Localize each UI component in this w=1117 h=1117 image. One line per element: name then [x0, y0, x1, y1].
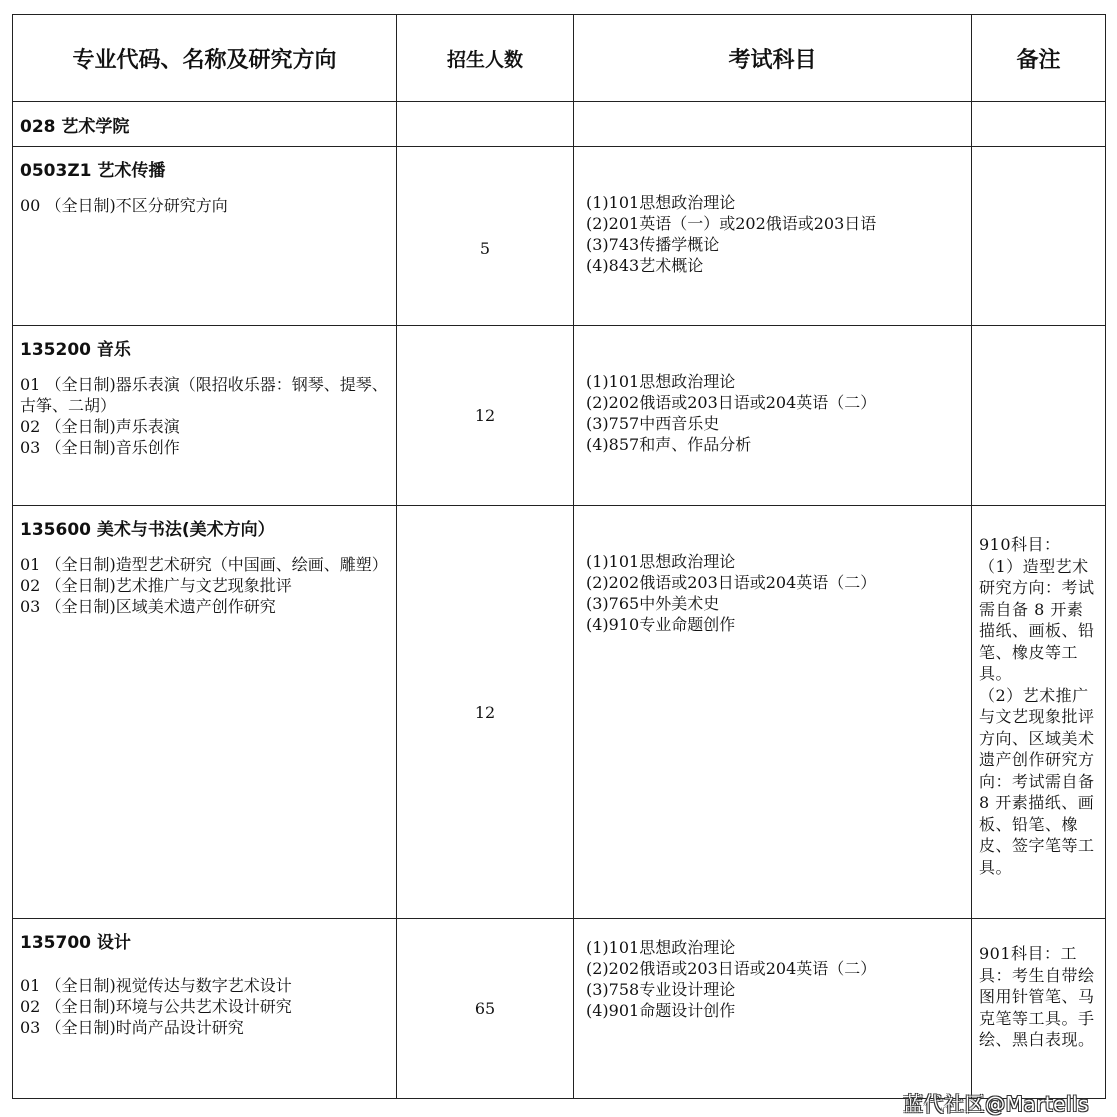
subject-item: (4)901命题设计创作	[586, 1001, 736, 1020]
subject-item: (1)101思想政治理论	[586, 552, 736, 571]
major-title: 135600 美术与书法(美术方向）	[20, 520, 275, 540]
note-cell	[972, 919, 1106, 1099]
direction-item: 03 （全日制)音乐创作	[20, 438, 180, 457]
note-cell	[972, 506, 1106, 919]
header-major: 专业代码、名称及研究方向	[13, 15, 397, 102]
direction-item: 00 （全日制)不区分研究方向	[20, 196, 228, 215]
subject-item: (3)743传播学概论	[586, 235, 720, 254]
subject-item: (1)101思想政治理论	[586, 938, 736, 957]
subject-item: (2)201英语（一）或202俄语或203日语	[586, 214, 877, 233]
direction-item: 03 （全日制)时尚产品设计研究	[20, 1018, 244, 1037]
direction-item: 01 （全日制)器乐表演（限招收乐器：钢琴、提琴、古筝、二胡）	[20, 375, 388, 415]
subject-item: (3)757中西音乐史	[586, 414, 720, 433]
subject-item: (1)101思想政治理论	[586, 193, 736, 212]
major-title: 135200 音乐	[20, 340, 131, 360]
enroll-count: 12	[397, 326, 574, 506]
table-row	[13, 326, 1106, 506]
subject-item: (2)202俄语或203日语或204英语（二）	[586, 959, 877, 978]
header-subjects: 考试科目	[574, 15, 972, 102]
major-title: 135700 设计	[20, 933, 131, 953]
header-row	[13, 15, 1106, 102]
school-row	[13, 102, 1106, 147]
subject-item: (4)910专业命题创作	[586, 615, 736, 634]
enroll-count: 12	[397, 506, 574, 919]
note-cell	[972, 147, 1106, 326]
subject-item: (3)758专业设计理论	[586, 980, 736, 999]
table-row	[13, 147, 1106, 326]
watermark: 蓝代社区@Martells	[903, 1092, 1089, 1116]
header-note: 备注	[972, 15, 1106, 102]
enroll-count: 5	[397, 147, 574, 326]
note-line: （1）造型艺术研究方向：考试需自备 8 开素描纸、画板、铅笔、橡皮等工具。	[979, 556, 1095, 683]
subject-item: (2)202俄语或203日语或204英语（二）	[586, 573, 877, 592]
major-title: 0503Z1 艺术传播	[20, 161, 166, 181]
direction-item: 03 （全日制)区域美术遗产创作研究	[20, 597, 276, 616]
direction-item: 01 （全日制)造型艺术研究（中国画、绘画、雕塑）	[20, 555, 388, 574]
direction-item: 02 （全日制)声乐表演	[20, 417, 180, 436]
note-line: 901科目：工具：考生自带绘图用针管笔、马克笔等工具。手绘、黑白表现。	[979, 944, 1095, 1049]
note-line: 910科目：	[979, 535, 1061, 554]
header-count: 招生人数	[397, 15, 574, 102]
enroll-count: 65	[397, 919, 574, 1099]
subject-item: (4)843艺术概论	[586, 256, 704, 275]
table-row	[13, 919, 1106, 1099]
direction-item: 02 （全日制)艺术推广与文艺现象批评	[20, 576, 292, 595]
subject-item: (2)202俄语或203日语或204英语（二）	[586, 393, 877, 412]
subject-item: (4)857和声、作品分析	[586, 435, 752, 454]
note-line: （2）艺术推广与文艺现象批评方向、区域美术遗产创作研究方向：考试需自备 8 开素描纸、画板、铅笔、橡皮、签字笔等工具。	[979, 685, 1095, 877]
admissions-table	[12, 14, 1106, 1099]
table-row	[13, 506, 1106, 919]
direction-item: 01 （全日制)视觉传达与数字艺术设计	[20, 976, 292, 995]
subject-item: (3)765中外美术史	[586, 594, 720, 613]
school-name: 028 艺术学院	[20, 116, 130, 137]
subject-item: (1)101思想政治理论	[586, 372, 736, 391]
direction-item: 02 （全日制)环境与公共艺术设计研究	[20, 997, 292, 1016]
note-cell	[972, 326, 1106, 506]
